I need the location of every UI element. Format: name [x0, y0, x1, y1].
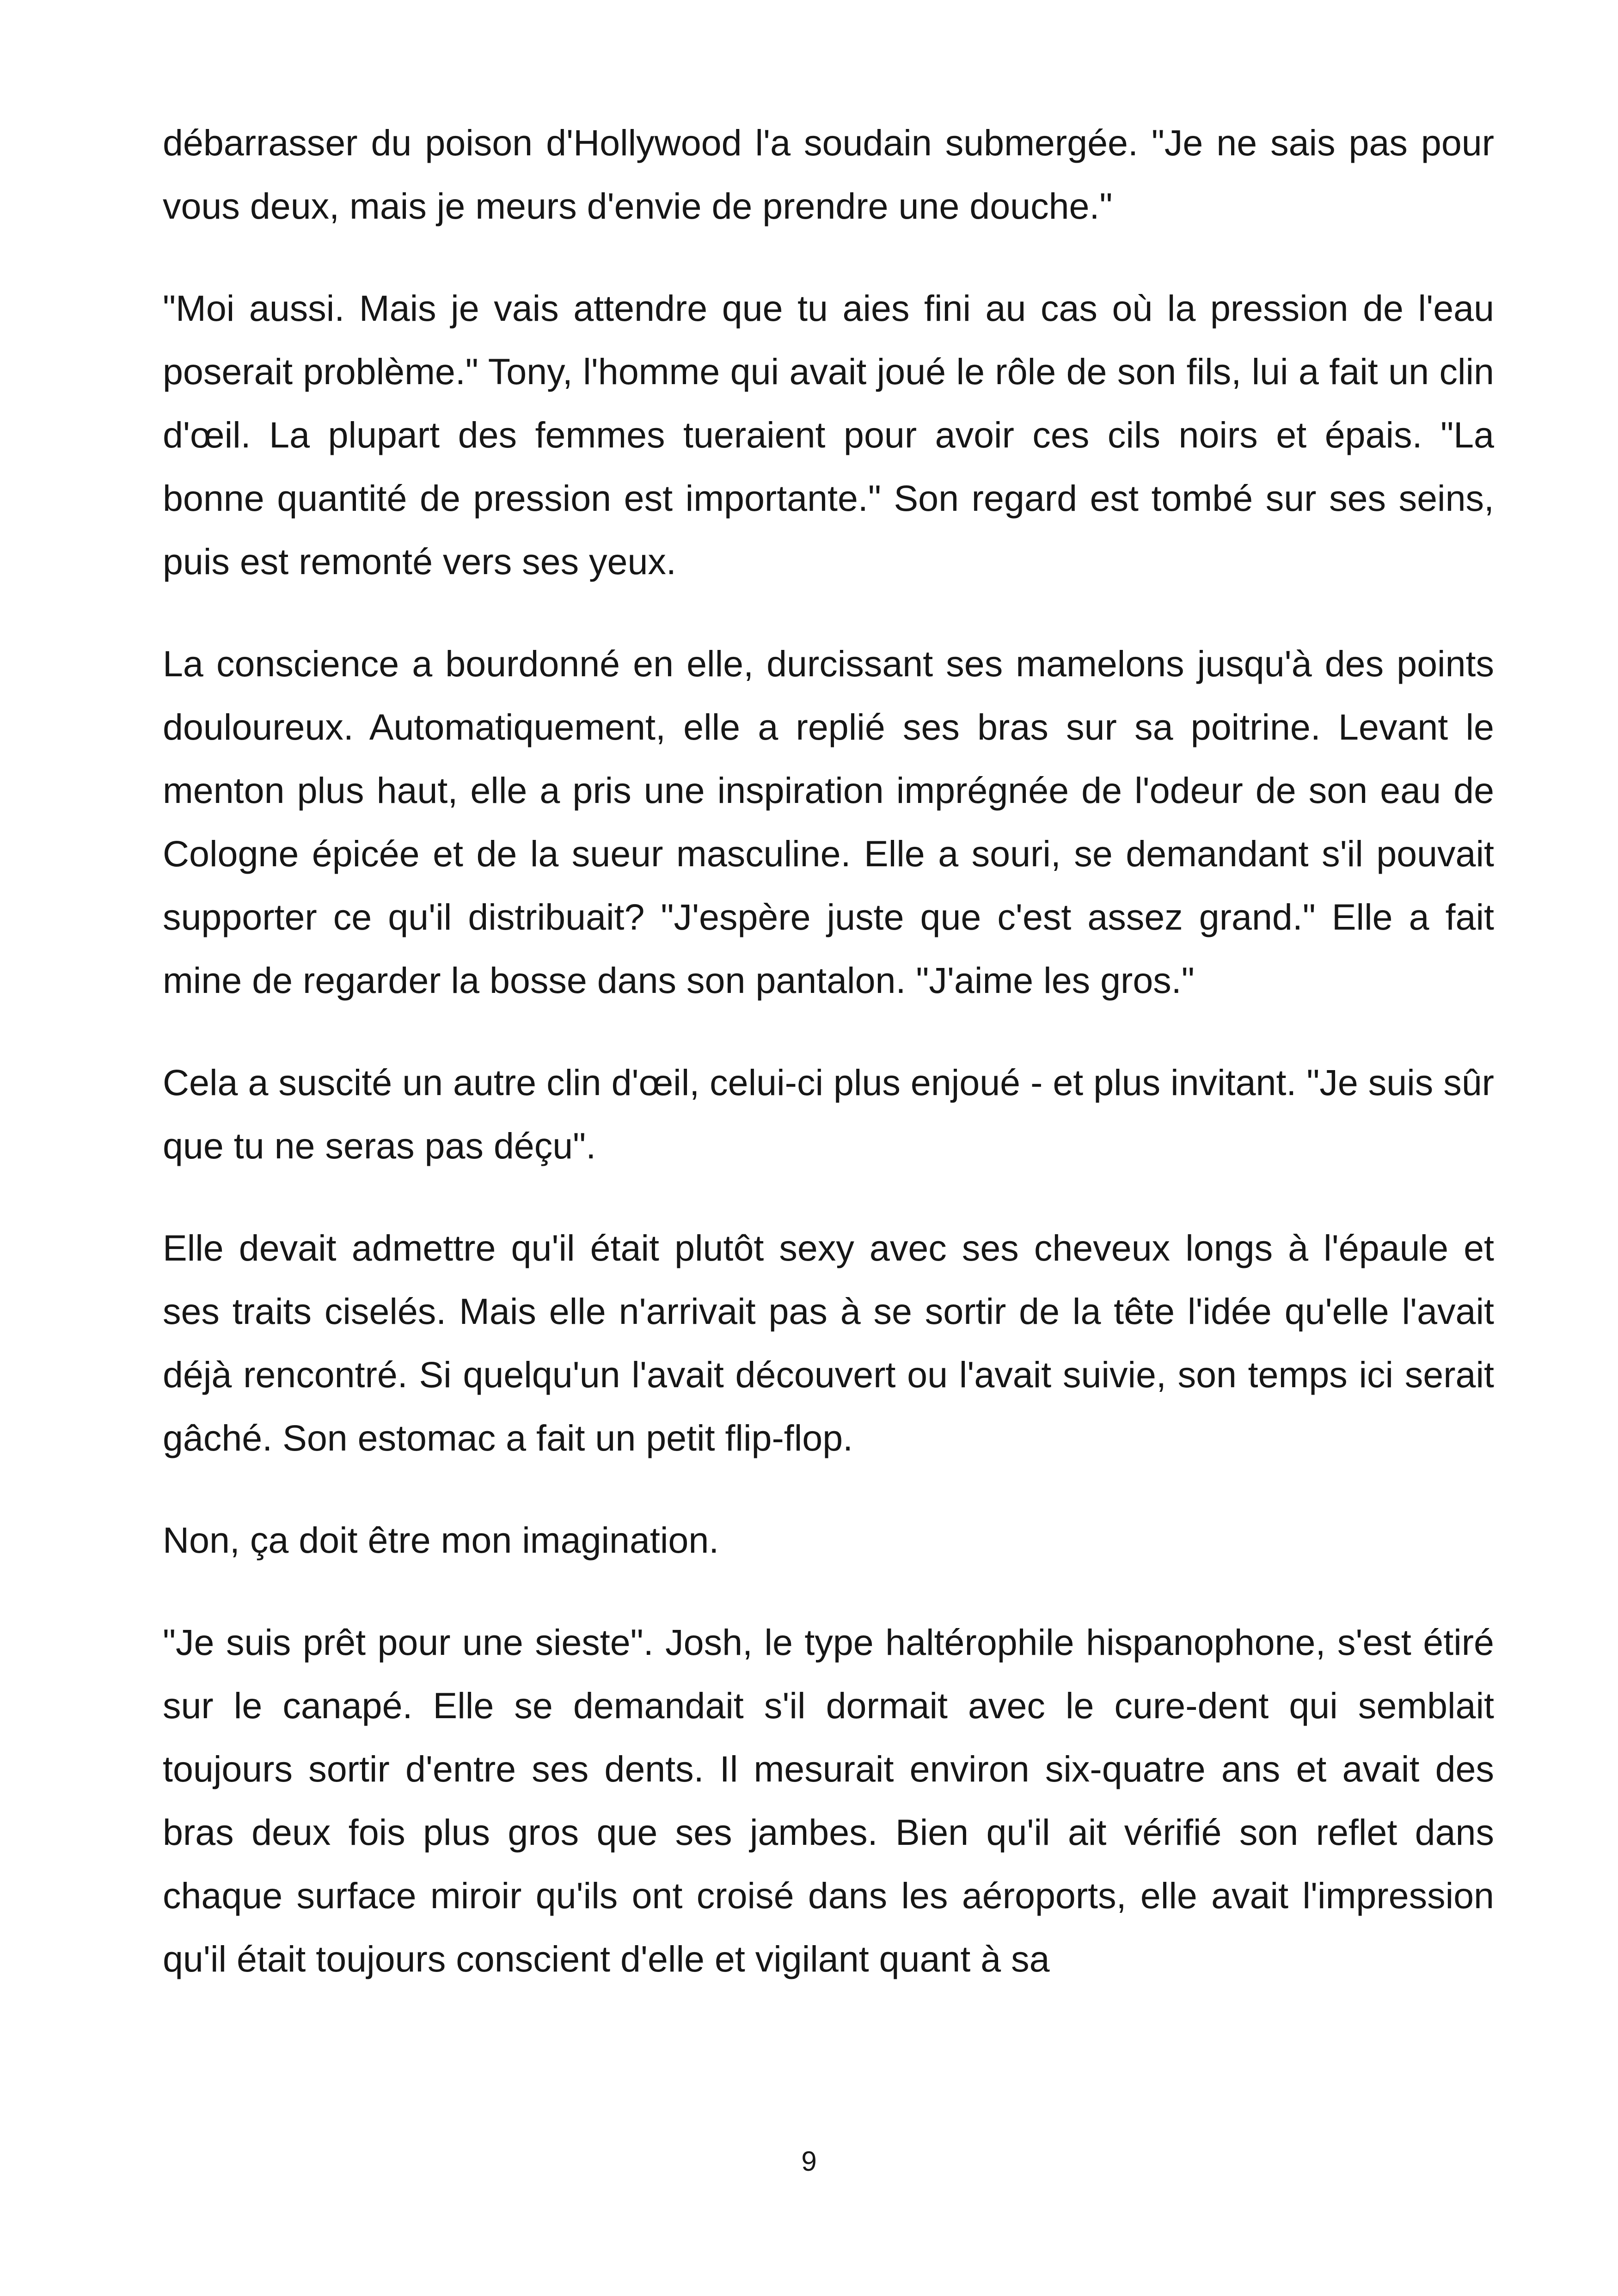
paragraph-7: "Je suis prêt pour une sieste". Josh, le type haltérophile hispanophone, s'est étiré sur le canapé. Elle se demandait s'il dormait avec le cure-dent qui semblait toujours sortir d'entre ses dents. Il mesurait environ six-quatre ans et avait des bras deux fois plus gros que ses jambes. Bien qu'il ait vérifié son reflet dans chaque surface miroir qu'ils ont croisé dans les aéroports, elle avait l'impression qu'il était toujours conscient d'elle et vigilant quant à sa — [163, 1622, 1494, 1979]
paragraph-6: Non, ça doit être mon imagination. — [163, 1519, 719, 1561]
body-text — [163, 111, 1494, 2029]
page-number: 9 — [801, 2146, 817, 2177]
paragraph-4: Cela a suscité un autre clin d'œil, celui-ci plus enjoué - et plus invitant. "Je suis sûr que tu ne seras pas déçu". — [163, 1062, 1494, 1166]
paragraph-3: La conscience a bourdonné en elle, durcissant ses mamelons jusqu'à des points douloureux. Automatiquement, elle a replié ses bras sur sa poitrine. Levant le menton plus haut, elle a pris une inspiration imprégnée de l'odeur de son eau de Cologne épicée et de la sueur masculine. Elle a souri, se demandant s'il pouvait supporter ce qu'il distribuait? "J'espère juste que c'est assez grand." Elle a fait mine de regarder la bosse dans son pantalon. "J'aime les gros." — [163, 643, 1494, 1001]
paragraph-5: Elle devait admettre qu'il était plutôt sexy avec ses cheveux longs à l'épaule et ses traits ciselés. Mais elle n'arrivait pas à se sortir de la tête l'idée qu'elle l'avait déjà rencontré. Si quelqu'un l'avait découvert ou l'avait suivie, son temps ici serait gâché. Son estomac a fait un petit flip-flop. — [163, 1227, 1494, 1458]
paragraph-1: débarrasser du poison d'Hollywood l'a soudain submergée. "Je ne sais pas pour vous deux, mais je meurs d'envie de prendre une douche." — [163, 122, 1494, 227]
paragraph-2: "Moi aussi. Mais je vais attendre que tu aies fini au cas où la pression de l'eau poserait problème." Tony, l'homme qui avait joué le rôle de son fils, lui a fait un clin d'œil. La plupart des femmes tueraient pour avoir ces cils noirs et épais. "La bonne quantité de pression est importante." Son regard est tombé sur ses seins, puis est remonté vers ses yeux. — [163, 288, 1494, 582]
